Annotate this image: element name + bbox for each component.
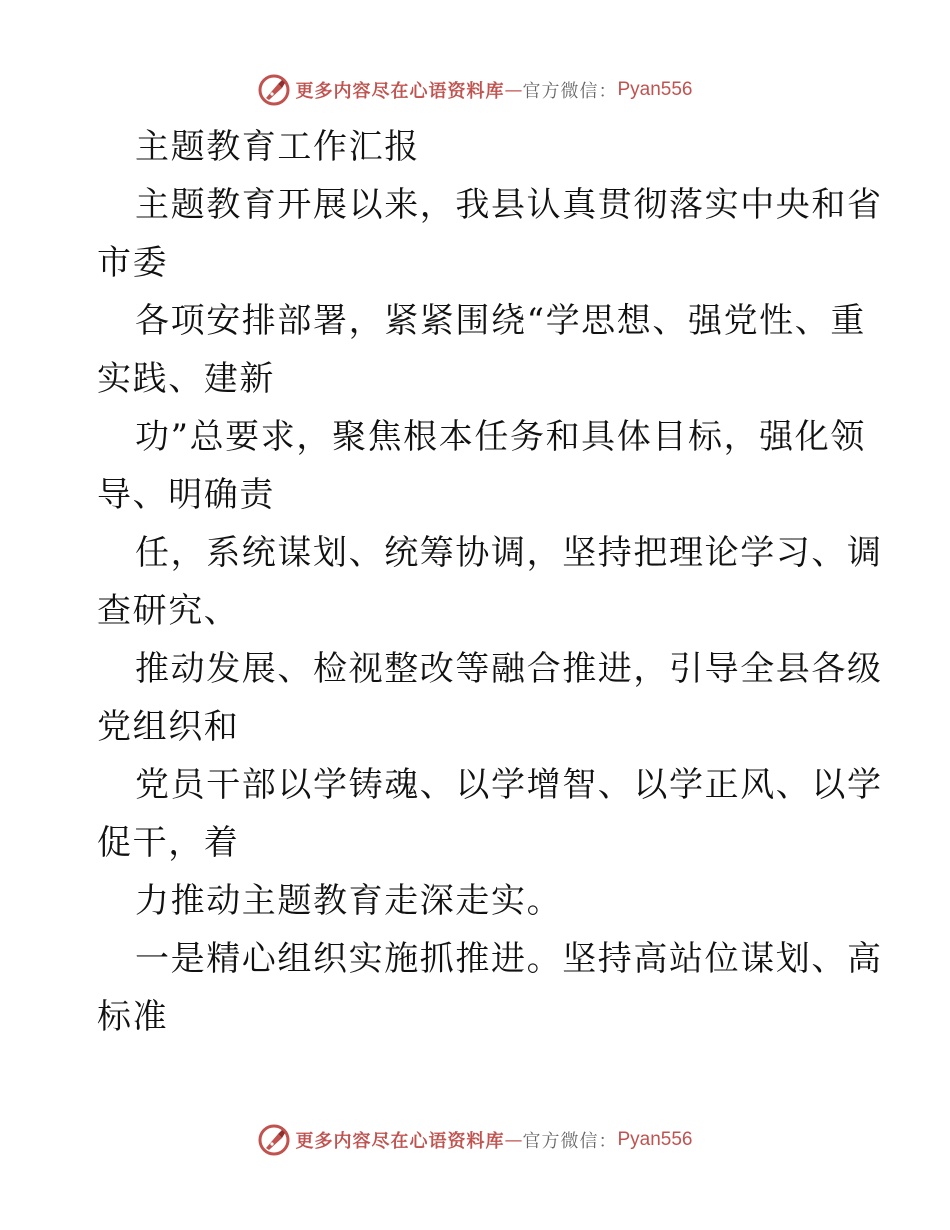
paragraph-line: 导、明确责 <box>97 475 275 515</box>
paragraph-line: 促干，着 <box>97 823 240 863</box>
paragraph-line: 各项安排部署，紧紧围绕“学思想、强党性、重 <box>135 301 866 341</box>
banner-wechat-id: Pyan556 <box>617 79 693 100</box>
paragraph-line: 实践、建新 <box>97 359 275 399</box>
banner-site-text: 更多内容尽在心语资料库 <box>295 81 505 102</box>
footer-banner <box>0 1120 950 1160</box>
paragraph-line: 一是精心组织实施抓推进。坚持高站位谋划、高 <box>135 939 883 979</box>
paragraph-line: 力推动主题教育走深走实。 <box>135 881 563 921</box>
paragraph-line: 党组织和 <box>97 707 240 747</box>
pen-nib-logo-icon <box>257 73 291 107</box>
paragraph-line: 标准 <box>97 997 169 1037</box>
banner-wechat-label: 官方微信： <box>522 1131 618 1152</box>
paragraph-line: 党员干部以学铸魂、以学增智、以学正风、以学 <box>135 765 883 805</box>
document-body <box>97 118 883 1046</box>
banner-dash: — <box>504 79 523 101</box>
paragraph-line: 推动发展、检视整改等融合推进，引导全县各级 <box>135 649 883 689</box>
pen-nib-logo-icon <box>257 1123 291 1157</box>
document-title: 主题教育工作汇报 <box>135 127 420 167</box>
paragraph-line: 功”总要求，聚焦根本任务和具体目标，强化领 <box>135 417 866 457</box>
banner-dash: — <box>504 1129 523 1151</box>
header-banner <box>0 70 950 110</box>
banner-wechat-label: 官方微信： <box>522 81 618 102</box>
paragraph-line: 市委 <box>97 243 169 283</box>
paragraph-line: 查研究、 <box>97 591 240 631</box>
paragraph-line: 主题教育开展以来，我县认真贯彻落实中央和省 <box>135 185 883 225</box>
banner-site-text: 更多内容尽在心语资料库 <box>295 1131 505 1152</box>
paragraph-line: 任，系统谋划、统筹协调，坚持把理论学习、调 <box>135 533 883 573</box>
banner-wechat-id: Pyan556 <box>617 1129 693 1150</box>
